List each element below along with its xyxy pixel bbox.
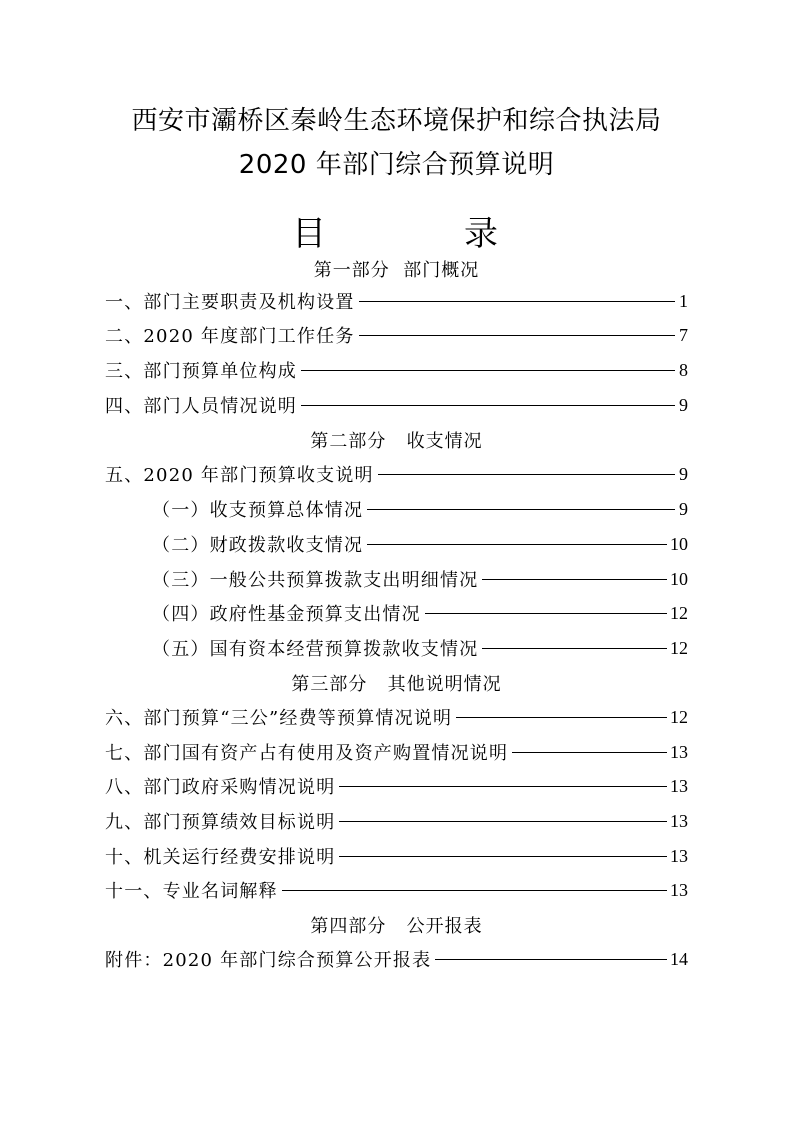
toc-entry-page: 13 — [670, 775, 688, 796]
toc-entry-page: 1 — [679, 290, 688, 311]
toc-entry-label: 八、部门政府采购情况说明 — [105, 777, 336, 798]
toc-entry-7[interactable] — [105, 739, 688, 765]
toc-entry-label: （三）一般公共预算拨款支出明细情况 — [152, 570, 479, 591]
toc-entry-8[interactable] — [105, 773, 688, 799]
toc-entry-label: 十、机关运行经费安排说明 — [105, 847, 336, 868]
toc-entry-page: 14 — [670, 948, 688, 969]
toc-leader-line — [339, 786, 667, 787]
toc-subentry-2[interactable] — [152, 531, 688, 557]
toc-leader-line — [282, 890, 667, 891]
toc-entry-page: 13 — [670, 741, 688, 762]
toc-subentry-5[interactable] — [152, 635, 688, 661]
toc-leader-line — [339, 821, 667, 822]
document-title-line2: 2020 年部门综合预算说明 — [238, 150, 555, 180]
toc-entry-page: 7 — [679, 324, 688, 345]
document-title-line1: 西安市灞桥区秦岭生态环境保护和综合执法局 — [131, 106, 662, 136]
toc-entry-label: 五、2020 年部门预算收支说明 — [105, 465, 374, 486]
toc-entry-label: 二、2020 年度部门工作任务 — [105, 326, 355, 347]
toc-entry-11[interactable] — [105, 877, 688, 903]
toc-entry-1[interactable] — [105, 288, 688, 314]
toc-entry-label: 九、部门预算绩效目标说明 — [105, 812, 336, 833]
toc-entry-label: 附件：2020 年部门综合预算公开报表 — [105, 950, 432, 971]
toc-entry-6[interactable] — [105, 704, 688, 730]
toc-entry-label: （四）政府性基金预算支出情况 — [152, 604, 421, 625]
toc-leader-line — [359, 335, 675, 336]
toc-leader-line — [301, 370, 675, 371]
toc-leader-line — [425, 613, 667, 614]
toc-entry-page: 13 — [670, 879, 688, 900]
toc-entry-appendix[interactable] — [105, 946, 688, 972]
toc-entry-page: 8 — [679, 359, 688, 380]
toc-entry-page: 13 — [670, 810, 688, 831]
toc-leader-line — [359, 301, 675, 302]
toc-entry-page: 12 — [670, 637, 688, 658]
toc-heading-right: 录 — [464, 214, 498, 254]
toc-entry-3[interactable] — [105, 357, 688, 383]
toc-leader-line — [435, 959, 667, 960]
toc-leader-line — [301, 405, 675, 406]
toc-entry-10[interactable] — [105, 843, 688, 869]
toc-entry-label: （五）国有资本经营预算拨款收支情况 — [152, 639, 479, 660]
toc-entry-label: （二）财政拨款收支情况 — [152, 535, 364, 556]
toc-entry-page: 12 — [670, 602, 688, 623]
toc-leader-line — [378, 474, 675, 475]
toc-subentry-4[interactable] — [152, 600, 688, 626]
toc-entry-label: 十一、专业名词解释 — [105, 881, 278, 902]
toc-part-heading-3: 第三部分 其他说明情况 — [291, 674, 502, 695]
toc-entry-label: 七、部门国有资产占有使用及资产购置情况说明 — [105, 743, 509, 764]
toc-entry-label: 四、部门人员情况说明 — [105, 396, 297, 417]
toc-entry-page: 9 — [679, 394, 688, 415]
toc-entry-page: 13 — [670, 845, 688, 866]
toc-entry-2[interactable] — [105, 322, 688, 348]
toc-entry-label: 一、部门主要职责及机构设置 — [105, 292, 355, 313]
toc-entry-label: 六、部门预算“三公”经费等预算情况说明 — [105, 708, 453, 729]
toc-subentry-3[interactable] — [152, 566, 688, 592]
toc-entry-page: 10 — [670, 533, 688, 554]
toc-leader-line — [367, 509, 675, 510]
toc-entry-page: 12 — [670, 706, 688, 727]
toc-part-heading-2: 第二部分 收支情况 — [310, 431, 483, 452]
toc-part-heading-1: 第一部分 部门概况 — [313, 260, 480, 281]
toc-leader-line — [512, 752, 667, 753]
toc-entry-page: 9 — [679, 463, 688, 484]
toc-entry-9[interactable] — [105, 808, 688, 834]
toc-part-heading-4: 第四部分 公开报表 — [310, 916, 483, 937]
toc-entry-page: 9 — [679, 498, 688, 519]
toc-entry-label: 三、部门预算单位构成 — [105, 361, 297, 382]
toc-leader-line — [339, 856, 667, 857]
toc-entry-label: （一）收支预算总体情况 — [152, 500, 364, 521]
toc-leader-line — [456, 717, 667, 718]
toc-leader-line — [482, 648, 667, 649]
toc-entry-page: 10 — [670, 568, 688, 589]
toc-heading-left: 目 — [292, 214, 326, 254]
toc-subentry-1[interactable] — [152, 496, 688, 522]
toc-leader-line — [482, 579, 667, 580]
toc-leader-line — [367, 544, 667, 545]
toc-entry-4[interactable] — [105, 392, 688, 418]
toc-entry-5[interactable] — [105, 461, 688, 487]
